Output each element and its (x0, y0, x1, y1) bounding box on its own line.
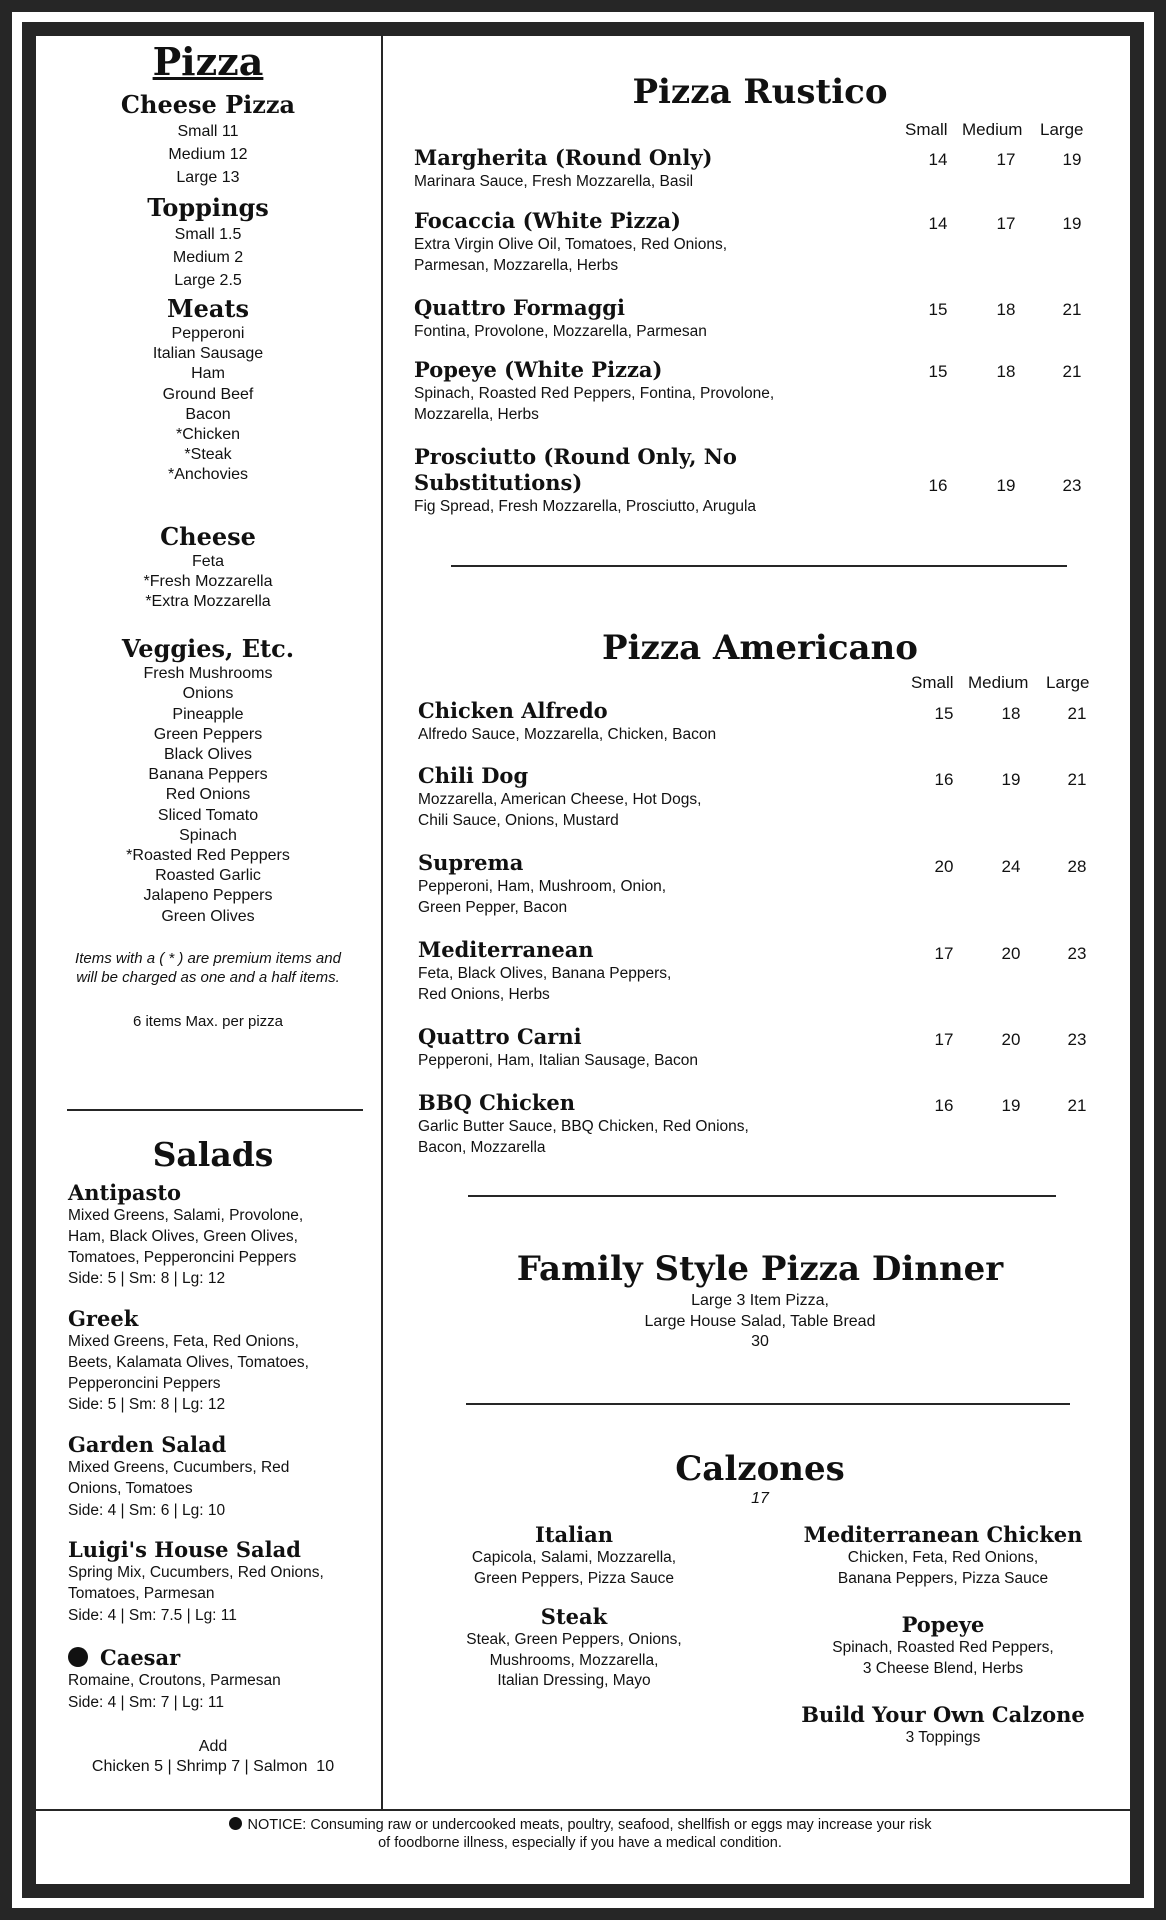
price-large: 19 (1062, 150, 1082, 169)
item-name: Chili Dog (418, 763, 529, 788)
meat-item: Pepperoni (171, 325, 245, 342)
item-name: Prosciutto (Round Only, No (414, 444, 737, 469)
price-small: 14 (928, 150, 948, 169)
section-divider (466, 1403, 1070, 1405)
item-desc: Pepperoni, Ham, Mushroom, Onion, (418, 878, 667, 895)
salad-desc: Spring Mix, Cucumbers, Red Onions, (68, 1564, 324, 1581)
topping-size-price: Large 2.5 (174, 272, 242, 289)
veggie-item: Spinach (179, 826, 237, 844)
price-large: 21 (1062, 300, 1082, 319)
price-small: 20 (934, 857, 954, 876)
item-desc: Mozzarella, American Cheese, Hot Dogs, (418, 791, 702, 808)
item-desc: Fontina, Provolone, Mozzarella, Parmesan (414, 323, 707, 340)
salad-price: Side: 5 | Sm: 8 | Lg: 12 (68, 1270, 226, 1288)
salad-name: Caesar (100, 1645, 181, 1670)
price-large: 23 (1067, 944, 1087, 963)
addons-list: Chicken 5 | Shrimp 7 | Salmon 10 (91, 1758, 335, 1775)
price-small: 16 (934, 1096, 954, 1115)
calzone-desc: Italian Dressing, Mayo (497, 1672, 651, 1689)
meat-item: *Steak (184, 446, 232, 464)
salad-price: Side: 4 | Sm: 7 | Lg: 11 (68, 1693, 224, 1711)
item-desc: Green Pepper, Bacon (418, 899, 568, 916)
cheese-pizza-size: Small 11 (177, 123, 239, 140)
price-large: 21 (1067, 1096, 1087, 1115)
item-name: Popeye (White Pizza) (414, 357, 663, 382)
item-name: Quattro Formaggi (414, 295, 625, 320)
item-name: Focaccia (White Pizza) (414, 208, 681, 233)
veggie-item: *Roasted Red Peppers (126, 847, 290, 865)
price-medium: 24 (1001, 857, 1021, 876)
item-desc: Chili Sauce, Onions, Mustard (418, 812, 619, 829)
pizza-salads-divider (67, 1109, 363, 1111)
calzone-name: Popeye (901, 1612, 985, 1637)
price-large: 23 (1067, 1030, 1087, 1049)
price-medium: 18 (1001, 704, 1021, 723)
price-medium: 19 (996, 476, 1016, 495)
salad-desc: Beets, Kalamata Olives, Tomatoes, (68, 1353, 309, 1371)
menu-item (414, 208, 834, 276)
toppings-heading: Toppings (147, 193, 269, 222)
calzone-desc: 3 Toppings (905, 1729, 981, 1746)
item-desc: Parmesan, Mozzarella, Herbs (414, 257, 619, 274)
item-name: BBQ Chicken (418, 1090, 576, 1115)
price-medium: 18 (996, 362, 1016, 381)
price-small: 17 (934, 944, 954, 963)
price-medium: 20 (1001, 944, 1021, 963)
salad-desc: Tomatoes, Parmesan (68, 1584, 215, 1602)
price-medium: 17 (996, 150, 1016, 169)
footer-divider (36, 1809, 1132, 1811)
price-small: 15 (928, 362, 948, 381)
meat-item: *Chicken (175, 426, 241, 444)
menu-item (414, 444, 834, 517)
salad-greek (68, 1306, 368, 1416)
food-safety-notice (180, 1816, 980, 1852)
pizza-builder-section (48, 36, 368, 1030)
item-name: Chicken Alfredo (418, 698, 608, 723)
cheese-pizza-size: Large 13 (176, 169, 240, 186)
salad-desc: Tomatoes, Pepperoncini Peppers (68, 1248, 297, 1266)
meat-item: Italian Sausage (152, 345, 264, 363)
calzone-desc: Banana Peppers, Pizza Sauce (837, 1569, 1049, 1587)
veggie-item: Jalapeno Peppers (143, 887, 273, 905)
veggie-item: Banana Peppers (148, 766, 268, 784)
price-medium: 17 (996, 214, 1016, 233)
meat-item: *Anchovies (167, 466, 249, 484)
item-name: Margherita (Round Only) (414, 145, 713, 170)
veggie-item: Roasted Garlic (155, 867, 261, 885)
salad-house (68, 1537, 368, 1627)
menu-item (414, 295, 834, 342)
max-items-note: 6 items Max. per pizza (132, 1012, 284, 1030)
veggie-item: Onions (182, 685, 234, 703)
size-label-medium: Medium (968, 673, 1029, 692)
topping-size-price: Small 1.5 (174, 226, 242, 243)
salad-desc: Onions, Tomatoes (68, 1479, 193, 1497)
price-small: 14 (928, 214, 948, 233)
item-desc: Alfredo Sauce, Mozzarella, Chicken, Bacon (418, 726, 717, 743)
menu-item (414, 145, 834, 192)
menu-item (418, 937, 838, 1005)
cheese-item: *Extra Mozzarella (145, 593, 271, 611)
price-large: 21 (1062, 362, 1082, 381)
cheese-heading: Cheese (160, 521, 256, 551)
price-medium: 18 (996, 300, 1016, 319)
pizza-title: Pizza (152, 39, 264, 84)
salad-desc: Pepperoncini Peppers (68, 1374, 221, 1392)
family-details (400, 1291, 1120, 1353)
item-desc: Extra Virgin Olive Oil, Tomatoes, Red Onions, (414, 236, 728, 253)
calzone-desc: Steak, Green Peppers, Onions, (466, 1631, 682, 1648)
calzone-desc: 3 Cheese Blend, Herbs (862, 1659, 1024, 1677)
salad-addons (48, 1737, 378, 1777)
calzone-mediterranean-chicken (783, 1522, 1103, 1589)
salads-title: Salads (152, 1135, 274, 1174)
veggie-item: Pineapple (172, 705, 244, 723)
calzone-name: Build Your Own Calzone (801, 1702, 1085, 1727)
salad-desc: Mixed Greens, Feta, Red Onions, (68, 1333, 299, 1350)
salad-desc: Romaine, Croutons, Parmesan (68, 1672, 281, 1689)
menu-item (414, 357, 834, 425)
rustico-title: Pizza Rustico (632, 72, 888, 112)
menu-item (418, 850, 838, 918)
calzones-price: 17 (751, 1490, 769, 1507)
item-desc: Fig Spread, Fresh Mozzarella, Prosciutto, Arugula (414, 498, 757, 515)
salad-price: Side: 4 | Sm: 7.5 | Lg: 11 (68, 1606, 237, 1624)
item-desc: Marinara Sauce, Fresh Mozzarella, Basil (414, 173, 694, 190)
price-small: 16 (928, 476, 948, 495)
calzone-desc: Chicken, Feta, Red Onions, (847, 1549, 1039, 1566)
price-small: 15 (928, 300, 948, 319)
salad-name: Garden Salad (68, 1432, 227, 1457)
family-price: 30 (751, 1333, 769, 1350)
cheese-pizza-size: Medium 12 (168, 146, 248, 163)
notice-dot-icon (229, 1817, 242, 1830)
premium-items-note: Items with a ( * ) are premium items and will be charged as one and a half items. (75, 949, 341, 986)
item-name: Quattro Carni (418, 1024, 582, 1049)
item-desc: Spinach, Roasted Red Peppers, Fontina, Provolone, (414, 385, 775, 402)
calzone-name: Steak (540, 1604, 608, 1629)
size-label-small: Small (905, 120, 948, 139)
americano-title: Pizza Americano (602, 628, 918, 668)
salad-caesar (68, 1645, 368, 1714)
veggie-item: Sliced Tomato (157, 806, 259, 824)
family-line: Large House Salad, Table Bread (644, 1312, 876, 1330)
size-label-large: Large (1046, 673, 1090, 692)
price-medium: 19 (1001, 1096, 1021, 1115)
price-medium: 19 (1001, 770, 1021, 789)
calzone-build-your-own (783, 1702, 1103, 1749)
price-small: 17 (934, 1030, 954, 1049)
calzone-name: Mediterranean Chicken (803, 1522, 1083, 1547)
meat-item: Bacon (185, 405, 231, 423)
section-divider (468, 1195, 1056, 1197)
item-desc: Mozzarella, Herbs (414, 406, 539, 423)
item-desc: Feta, Black Olives, Banana Peppers, (418, 965, 672, 982)
meat-item: Ground Beef (162, 385, 254, 403)
price-large: 21 (1067, 704, 1087, 723)
item-desc: Red Onions, Herbs (418, 986, 550, 1003)
calzone-name: Italian (535, 1522, 613, 1547)
calzone-desc: Green Peppers, Pizza Sauce (474, 1569, 674, 1587)
item-name: Mediterranean (418, 937, 594, 962)
price-medium: 20 (1001, 1030, 1021, 1049)
menu-item (418, 698, 838, 745)
item-desc: Pepperoni, Ham, Italian Sausage, Bacon (418, 1052, 699, 1069)
calzone-italian (424, 1522, 724, 1589)
veggie-item: Green Peppers (153, 725, 263, 743)
price-small: 16 (934, 770, 954, 789)
addons-label: Add (198, 1738, 228, 1755)
salad-garden (68, 1432, 368, 1522)
cheese-item: Feta (191, 552, 224, 570)
family-title: Family Style Pizza Dinner (516, 1249, 1004, 1289)
meat-item: Ham (191, 365, 225, 383)
item-name: Suprema (418, 850, 524, 875)
family-line: Large 3 Item Pizza, (691, 1292, 829, 1309)
menu-item (418, 1090, 838, 1158)
item-desc: Bacon, Mozzarella (418, 1139, 546, 1156)
salad-desc: Mixed Greens, Cucumbers, Red (68, 1459, 290, 1476)
salad-desc: Mixed Greens, Salami, Provolone, (68, 1207, 304, 1224)
menu-item (418, 763, 838, 831)
salad-name: Greek (68, 1306, 139, 1331)
notice-line: of foodborne illness, especially if you have a medical condition. (378, 1835, 782, 1851)
price-large: 21 (1067, 770, 1087, 789)
calzone-popeye (783, 1612, 1103, 1679)
notice-line: NOTICE: Consuming raw or undercooked meats, poultry, seafood, shellfish or eggs may increase your risk (247, 1817, 932, 1833)
price-large: 23 (1062, 476, 1082, 495)
price-large: 28 (1067, 857, 1087, 876)
topping-size-price: Medium 2 (172, 249, 244, 266)
salad-name: Antipasto (68, 1180, 182, 1205)
veggie-item: Green Olives (161, 907, 255, 925)
meats-heading: Meats (167, 294, 249, 323)
price-small: 15 (934, 704, 954, 723)
salad-name: Luigi's House Salad (68, 1537, 301, 1562)
menu-item (418, 1024, 838, 1071)
calzone-desc: Mushrooms, Mozzarella, (489, 1651, 659, 1669)
size-label-medium: Medium (962, 120, 1023, 139)
salad-price: Side: 5 | Sm: 8 | Lg: 12 (68, 1396, 226, 1414)
size-label-small: Small (911, 673, 954, 692)
column-divider (381, 32, 383, 1810)
section-divider (451, 565, 1067, 567)
notice-dot-icon (68, 1647, 88, 1667)
item-desc: Garlic Butter Sauce, BBQ Chicken, Red Onions, (418, 1118, 749, 1135)
veggie-item: Red Onions (165, 786, 251, 804)
cheese-pizza-heading: Cheese Pizza (120, 90, 296, 119)
salad-desc: Ham, Black Olives, Green Olives, (68, 1227, 298, 1245)
size-label-large: Large (1040, 120, 1084, 139)
cheese-item: *Fresh Mozzarella (143, 572, 273, 590)
veggie-item: Fresh Mushrooms (143, 665, 273, 683)
veggie-item: Black Olives (163, 746, 253, 764)
salad-antipasto (68, 1180, 368, 1290)
salad-price: Side: 4 | Sm: 6 | Lg: 10 (68, 1501, 226, 1519)
calzones-title: Calzones (675, 1449, 845, 1489)
calzone-steak (424, 1604, 724, 1692)
veggies-heading: Veggies, Etc. (121, 634, 295, 664)
price-large: 19 (1062, 214, 1082, 233)
item-name: Substitutions) (414, 470, 583, 495)
calzone-desc: Capicola, Salami, Mozzarella, (471, 1549, 677, 1566)
calzone-desc: Spinach, Roasted Red Peppers, (832, 1639, 1054, 1656)
